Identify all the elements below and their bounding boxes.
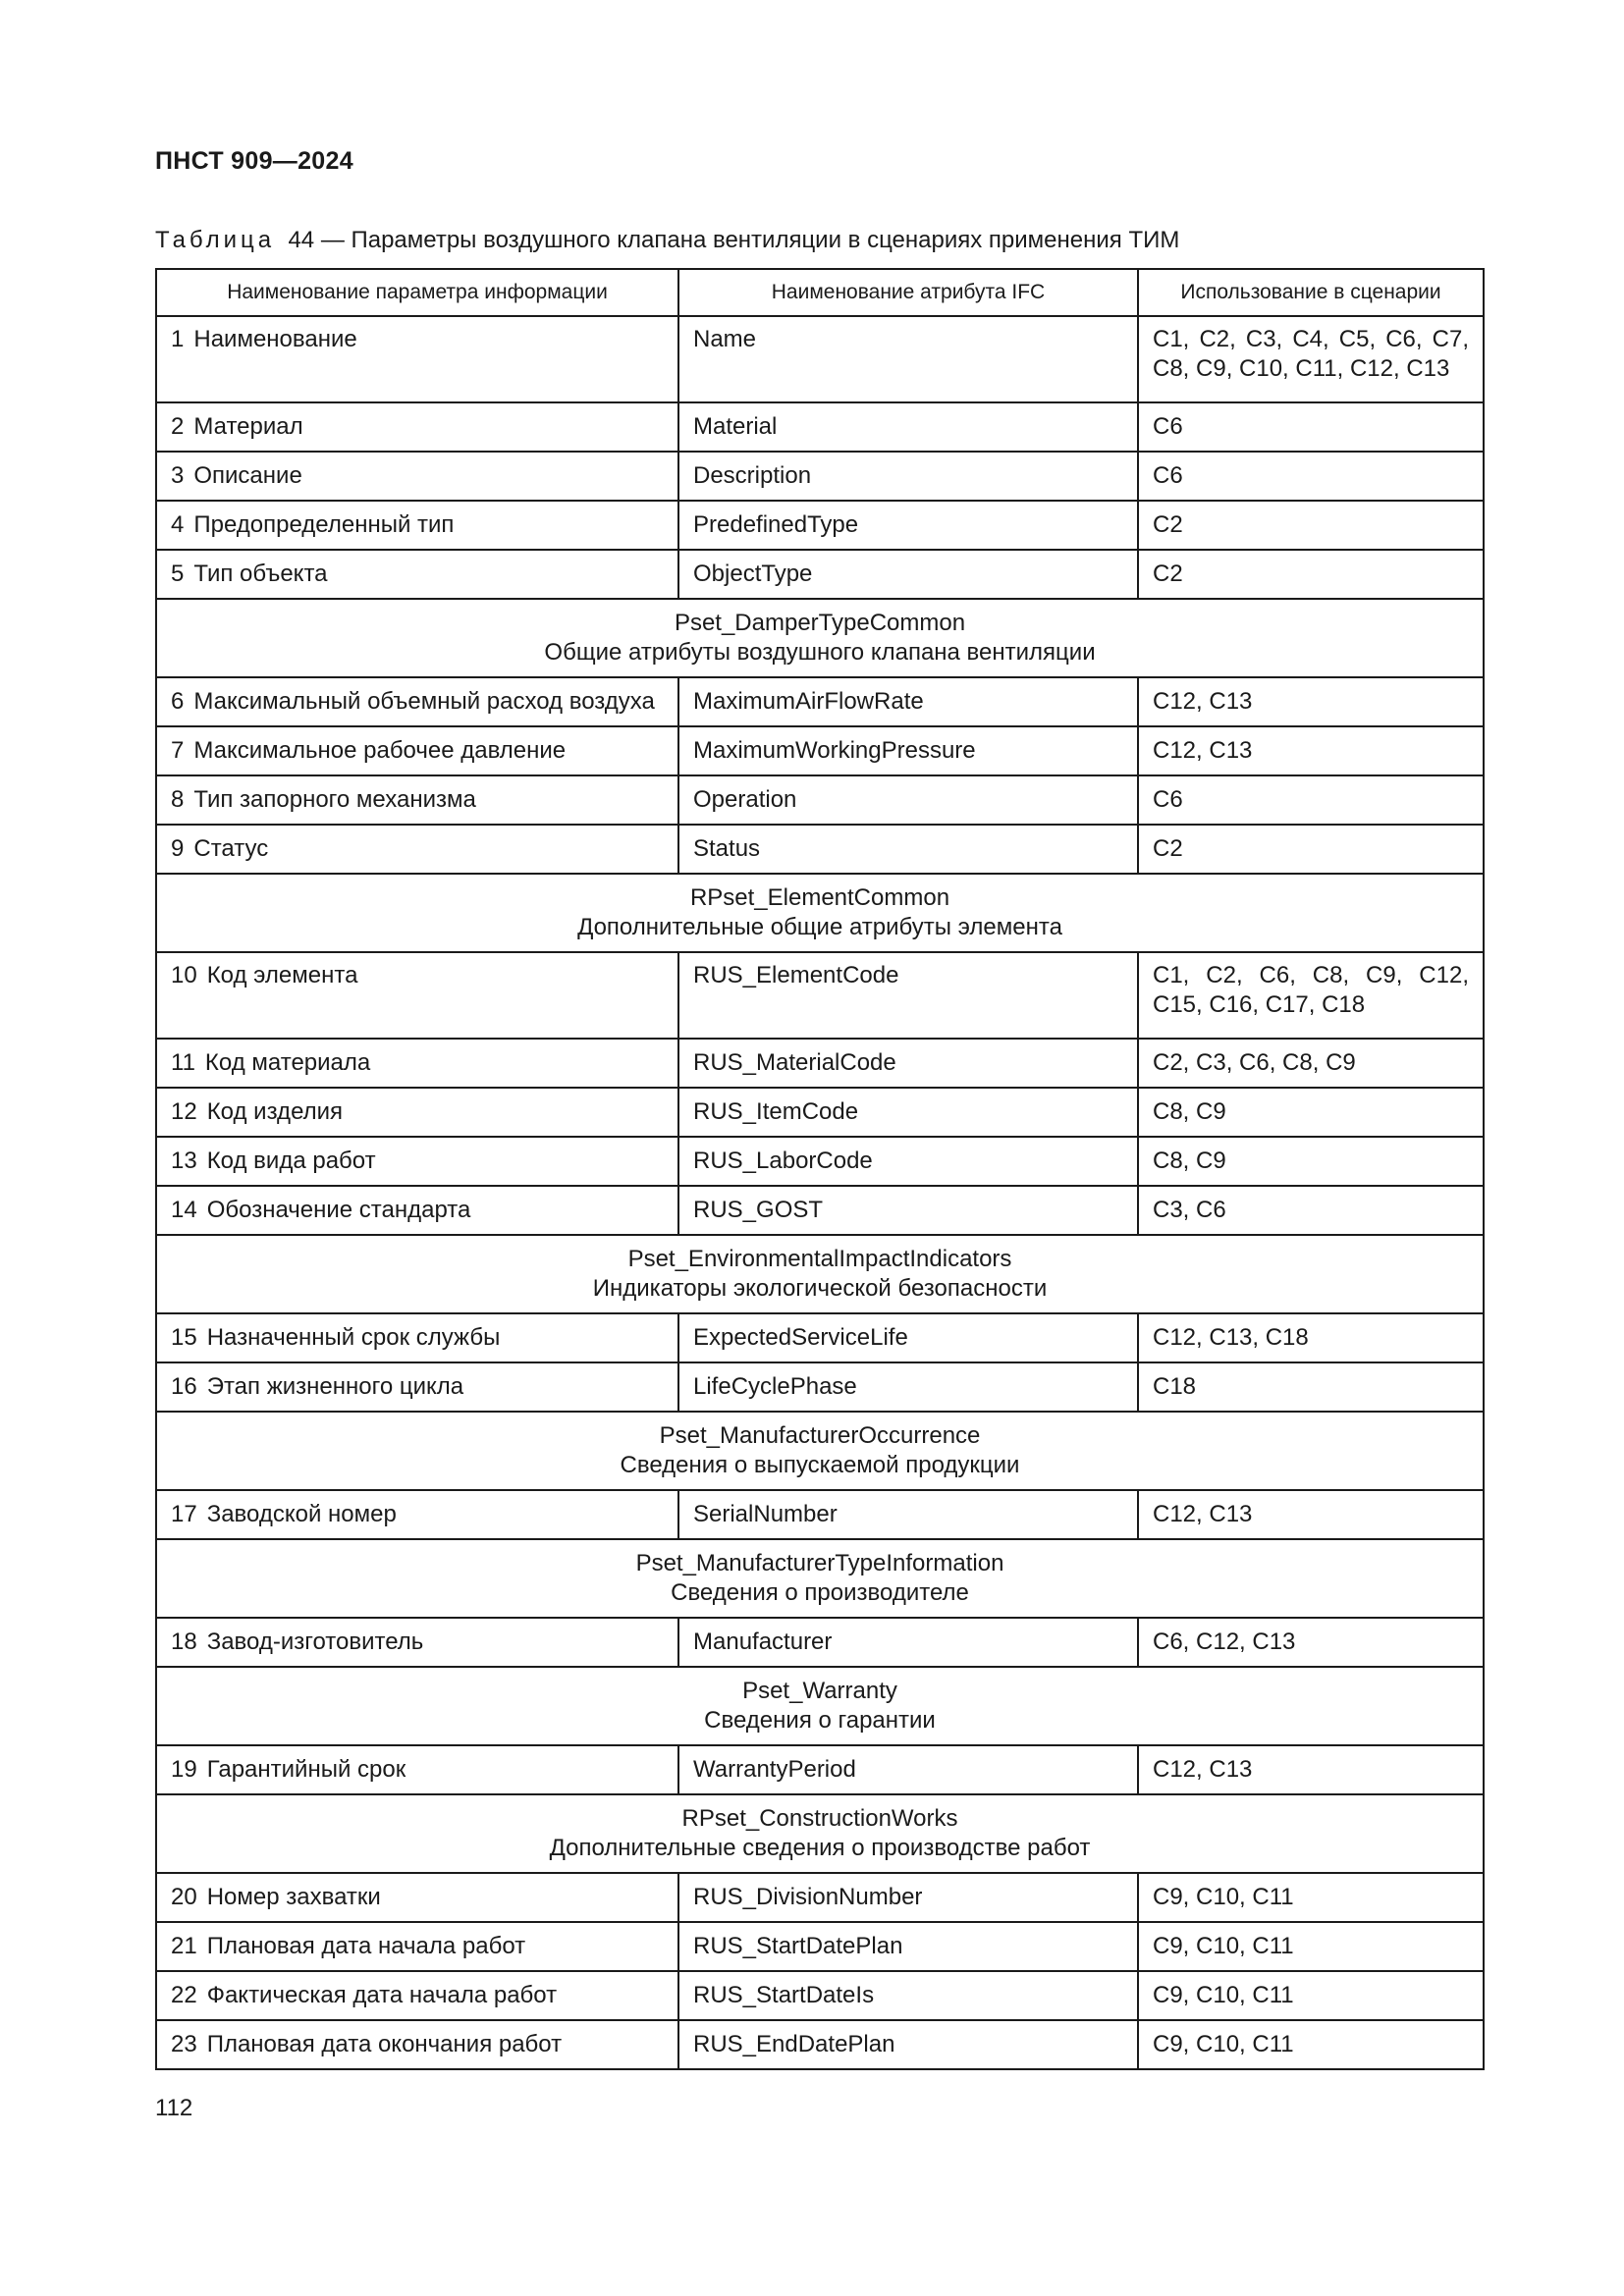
ifc-attribute-cell: ObjectType	[678, 550, 1138, 599]
usage-cell: С3, С6	[1138, 1186, 1484, 1235]
section-name: RPset_ConstructionWorks	[681, 1805, 958, 1832]
row-number: 2	[171, 413, 185, 440]
table-row	[156, 952, 1484, 1039]
ifc-attribute-cell: RUS_EndDatePlan	[678, 2020, 1138, 2069]
section-cell	[156, 599, 1484, 677]
usage-cell: С6, С12, С13	[1138, 1618, 1484, 1667]
row-number: 5	[171, 561, 185, 587]
usage-cell: С2	[1138, 501, 1484, 550]
ifc-attribute-cell: RUS_LaborCode	[678, 1137, 1138, 1186]
table-section-row	[156, 1235, 1484, 1313]
section-description: Дополнительные общие атрибуты элемента	[577, 914, 1062, 940]
section-description: Сведения о выпускаемой продукции	[620, 1452, 1020, 1478]
document-code: ПНСТ 909—2024	[155, 147, 353, 175]
section-cell	[156, 1539, 1484, 1618]
usage-cell: С18	[1138, 1362, 1484, 1412]
row-number: 11	[171, 1049, 195, 1076]
row-number: 17	[171, 1501, 197, 1527]
row-number: 3	[171, 462, 185, 489]
parameter-cell	[156, 1313, 678, 1362]
parameter-name: Код изделия	[206, 1098, 344, 1125]
ifc-attribute-cell: Name	[678, 316, 1138, 402]
parameter-name: Код вида работ	[206, 1148, 376, 1174]
table-row	[156, 1039, 1484, 1088]
row-number: 19	[171, 1756, 197, 1783]
parameter-name: Код элемента	[206, 962, 358, 988]
column-header-parameter: Наименование параметра информации	[156, 269, 678, 316]
usage-cell: С12, С13	[1138, 1490, 1484, 1539]
parameter-cell	[156, 1137, 678, 1186]
parameter-cell	[156, 501, 678, 550]
row-number: 1	[171, 326, 185, 352]
table-section-row	[156, 1794, 1484, 1873]
parameter-name: Плановая дата окончания работ	[206, 2031, 563, 2057]
usage-cell: С12, С13	[1138, 1745, 1484, 1794]
table-row	[156, 726, 1484, 775]
usage-cell: С6	[1138, 452, 1484, 501]
parameters-table	[155, 268, 1485, 2070]
ifc-attribute-cell: RUS_StartDateIs	[678, 1971, 1138, 2020]
section-cell	[156, 1235, 1484, 1313]
parameter-cell	[156, 1490, 678, 1539]
page-number: 112	[155, 2095, 193, 2121]
row-number: 7	[171, 737, 185, 764]
table-row	[156, 1745, 1484, 1794]
parameter-name: Обозначение стандарта	[206, 1197, 471, 1223]
parameter-name: Фактическая дата начала работ	[206, 1982, 558, 2008]
row-number: 13	[171, 1148, 197, 1174]
ifc-attribute-cell: MaximumWorkingPressure	[678, 726, 1138, 775]
parameter-cell	[156, 1971, 678, 2020]
parameter-cell	[156, 1088, 678, 1137]
parameter-cell	[156, 775, 678, 825]
column-header-ifc-attribute: Наименование атрибута IFC	[678, 269, 1138, 316]
row-number: 23	[171, 2031, 197, 2057]
column-header-usage: Использование в сценарии	[1138, 269, 1484, 316]
usage-cell: С9, С10, С11	[1138, 2020, 1484, 2069]
usage-cell: С1, С2, С6, С8, С9, С12, С15, С16, С17, С18	[1138, 952, 1484, 1039]
row-number: 14	[171, 1197, 197, 1223]
section-name: Pset_EnvironmentalImpactIndicators	[627, 1246, 1012, 1272]
parameter-name: Тип запорного механизма	[193, 786, 476, 813]
ifc-attribute-cell: Description	[678, 452, 1138, 501]
section-cell	[156, 1667, 1484, 1745]
table-row	[156, 452, 1484, 501]
table-row	[156, 825, 1484, 874]
parameter-cell	[156, 825, 678, 874]
usage-cell: С2	[1138, 550, 1484, 599]
ifc-attribute-cell: SerialNumber	[678, 1490, 1138, 1539]
row-number: 21	[171, 1933, 197, 1959]
row-number: 10	[171, 962, 197, 988]
parameter-name: Гарантийный срок	[206, 1756, 406, 1783]
parameter-name: Заводской номер	[206, 1501, 397, 1527]
parameter-name: Статус	[193, 835, 269, 862]
table-section-row	[156, 874, 1484, 952]
ifc-attribute-cell: LifeCyclePhase	[678, 1362, 1138, 1412]
section-cell	[156, 1794, 1484, 1873]
row-number: 18	[171, 1629, 197, 1655]
section-description: Дополнительные сведения о производстве работ	[549, 1835, 1091, 1861]
ifc-attribute-cell: WarrantyPeriod	[678, 1745, 1138, 1794]
parameter-cell	[156, 316, 678, 402]
ifc-attribute-cell: PredefinedType	[678, 501, 1138, 550]
parameter-name: Назначенный срок службы	[206, 1324, 501, 1351]
ifc-attribute-cell: Manufacturer	[678, 1618, 1138, 1667]
table-section-row	[156, 1412, 1484, 1490]
ifc-attribute-cell: RUS_ItemCode	[678, 1088, 1138, 1137]
table-row	[156, 501, 1484, 550]
parameter-cell	[156, 1186, 678, 1235]
ifc-attribute-cell: RUS_MaterialCode	[678, 1039, 1138, 1088]
parameter-cell	[156, 550, 678, 599]
table-row	[156, 1137, 1484, 1186]
section-description: Общие атрибуты воздушного клапана вентиляции	[544, 639, 1096, 666]
usage-cell: С6	[1138, 775, 1484, 825]
usage-cell: С12, С13, С18	[1138, 1313, 1484, 1362]
parameter-cell	[156, 452, 678, 501]
parameter-cell	[156, 1362, 678, 1412]
parameter-name: Плановая дата начала работ	[206, 1933, 526, 1959]
usage-cell: С1, С2, С3, С4, С5, С6, С7, С8, С9, С10, С11, С12, С13	[1138, 316, 1484, 402]
usage-cell: С8, С9	[1138, 1088, 1484, 1137]
section-name: Pset_ManufacturerTypeInformation	[635, 1550, 1004, 1576]
parameter-cell	[156, 1618, 678, 1667]
parameter-name: Номер захватки	[206, 1884, 381, 1910]
section-description: Индикаторы экологической безопасности	[592, 1275, 1048, 1302]
row-number: 8	[171, 786, 185, 813]
ifc-attribute-cell: MaximumAirFlowRate	[678, 677, 1138, 726]
ifc-attribute-cell: RUS_DivisionNumber	[678, 1873, 1138, 1922]
parameter-name: Этап жизненного цикла	[206, 1373, 464, 1400]
ifc-attribute-cell: Status	[678, 825, 1138, 874]
table-row	[156, 1088, 1484, 1137]
ifc-attribute-cell: RUS_ElementCode	[678, 952, 1138, 1039]
row-number: 22	[171, 1982, 197, 2008]
row-number: 12	[171, 1098, 197, 1125]
ifc-attribute-cell: Material	[678, 402, 1138, 452]
section-description: Сведения о гарантии	[704, 1707, 936, 1734]
usage-cell: С6	[1138, 402, 1484, 452]
row-number: 15	[171, 1324, 197, 1351]
parameter-name: Тип объекта	[193, 561, 328, 587]
section-description: Сведения о производителе	[671, 1579, 969, 1606]
table-row	[156, 1922, 1484, 1971]
row-number: 9	[171, 835, 185, 862]
usage-cell: С2, С3, С6, С8, С9	[1138, 1039, 1484, 1088]
usage-cell: С2	[1138, 825, 1484, 874]
table-row	[156, 402, 1484, 452]
parameter-name: Максимальный объемный расход воздуха	[193, 688, 655, 715]
table-row	[156, 1490, 1484, 1539]
parameter-cell	[156, 1922, 678, 1971]
row-number: 16	[171, 1373, 197, 1400]
table-header-row	[156, 269, 1484, 316]
parameter-name: Максимальное рабочее давление	[193, 737, 567, 764]
section-name: Pset_Warranty	[742, 1678, 897, 1704]
table-row	[156, 1313, 1484, 1362]
parameter-cell	[156, 2020, 678, 2069]
table-row	[156, 1186, 1484, 1235]
ifc-attribute-cell: RUS_StartDatePlan	[678, 1922, 1138, 1971]
parameter-name: Предопределенный тип	[193, 511, 455, 538]
parameter-cell	[156, 677, 678, 726]
table-row	[156, 550, 1484, 599]
ifc-attribute-cell: Operation	[678, 775, 1138, 825]
parameter-name: Наименование	[193, 326, 357, 352]
usage-cell: С9, С10, С11	[1138, 1873, 1484, 1922]
ifc-attribute-cell: RUS_GOST	[678, 1186, 1138, 1235]
table-row	[156, 1618, 1484, 1667]
table-section-row	[156, 1539, 1484, 1618]
section-cell	[156, 874, 1484, 952]
parameter-cell	[156, 726, 678, 775]
table-section-row	[156, 599, 1484, 677]
usage-cell: С9, С10, С11	[1138, 1971, 1484, 2020]
parameter-cell	[156, 1039, 678, 1088]
table-caption-label: Таблица	[155, 227, 276, 253]
table-caption	[155, 227, 1179, 254]
parameter-name: Описание	[193, 462, 302, 489]
table-row	[156, 316, 1484, 402]
parameter-cell	[156, 402, 678, 452]
parameter-cell	[156, 952, 678, 1039]
section-name: RPset_ElementCommon	[689, 884, 950, 911]
table-row	[156, 1873, 1484, 1922]
row-number: 20	[171, 1884, 197, 1910]
parameter-name: Завод-изготовитель	[206, 1629, 424, 1655]
parameter-cell	[156, 1745, 678, 1794]
table-row	[156, 2020, 1484, 2069]
parameter-name: Код материала	[204, 1049, 371, 1076]
usage-cell: С12, С13	[1138, 677, 1484, 726]
section-name: Pset_DamperTypeCommon	[674, 610, 966, 636]
usage-cell: С9, С10, С11	[1138, 1922, 1484, 1971]
section-cell	[156, 1412, 1484, 1490]
row-number: 4	[171, 511, 185, 538]
table-row	[156, 1971, 1484, 2020]
table-body	[156, 316, 1484, 2069]
table-row	[156, 775, 1484, 825]
usage-cell: С8, С9	[1138, 1137, 1484, 1186]
usage-cell: С12, С13	[1138, 726, 1484, 775]
table-caption-text: 44 — Параметры воздушного клапана вентиляции в сценариях применения ТИМ	[288, 227, 1180, 253]
ifc-attribute-cell: ExpectedServiceLife	[678, 1313, 1138, 1362]
parameter-name: Материал	[193, 413, 303, 440]
row-number: 6	[171, 688, 185, 715]
table-row	[156, 1362, 1484, 1412]
section-name: Pset_ManufacturerOccurrence	[659, 1422, 981, 1449]
table-row	[156, 677, 1484, 726]
parameter-cell	[156, 1873, 678, 1922]
table-section-row	[156, 1667, 1484, 1745]
